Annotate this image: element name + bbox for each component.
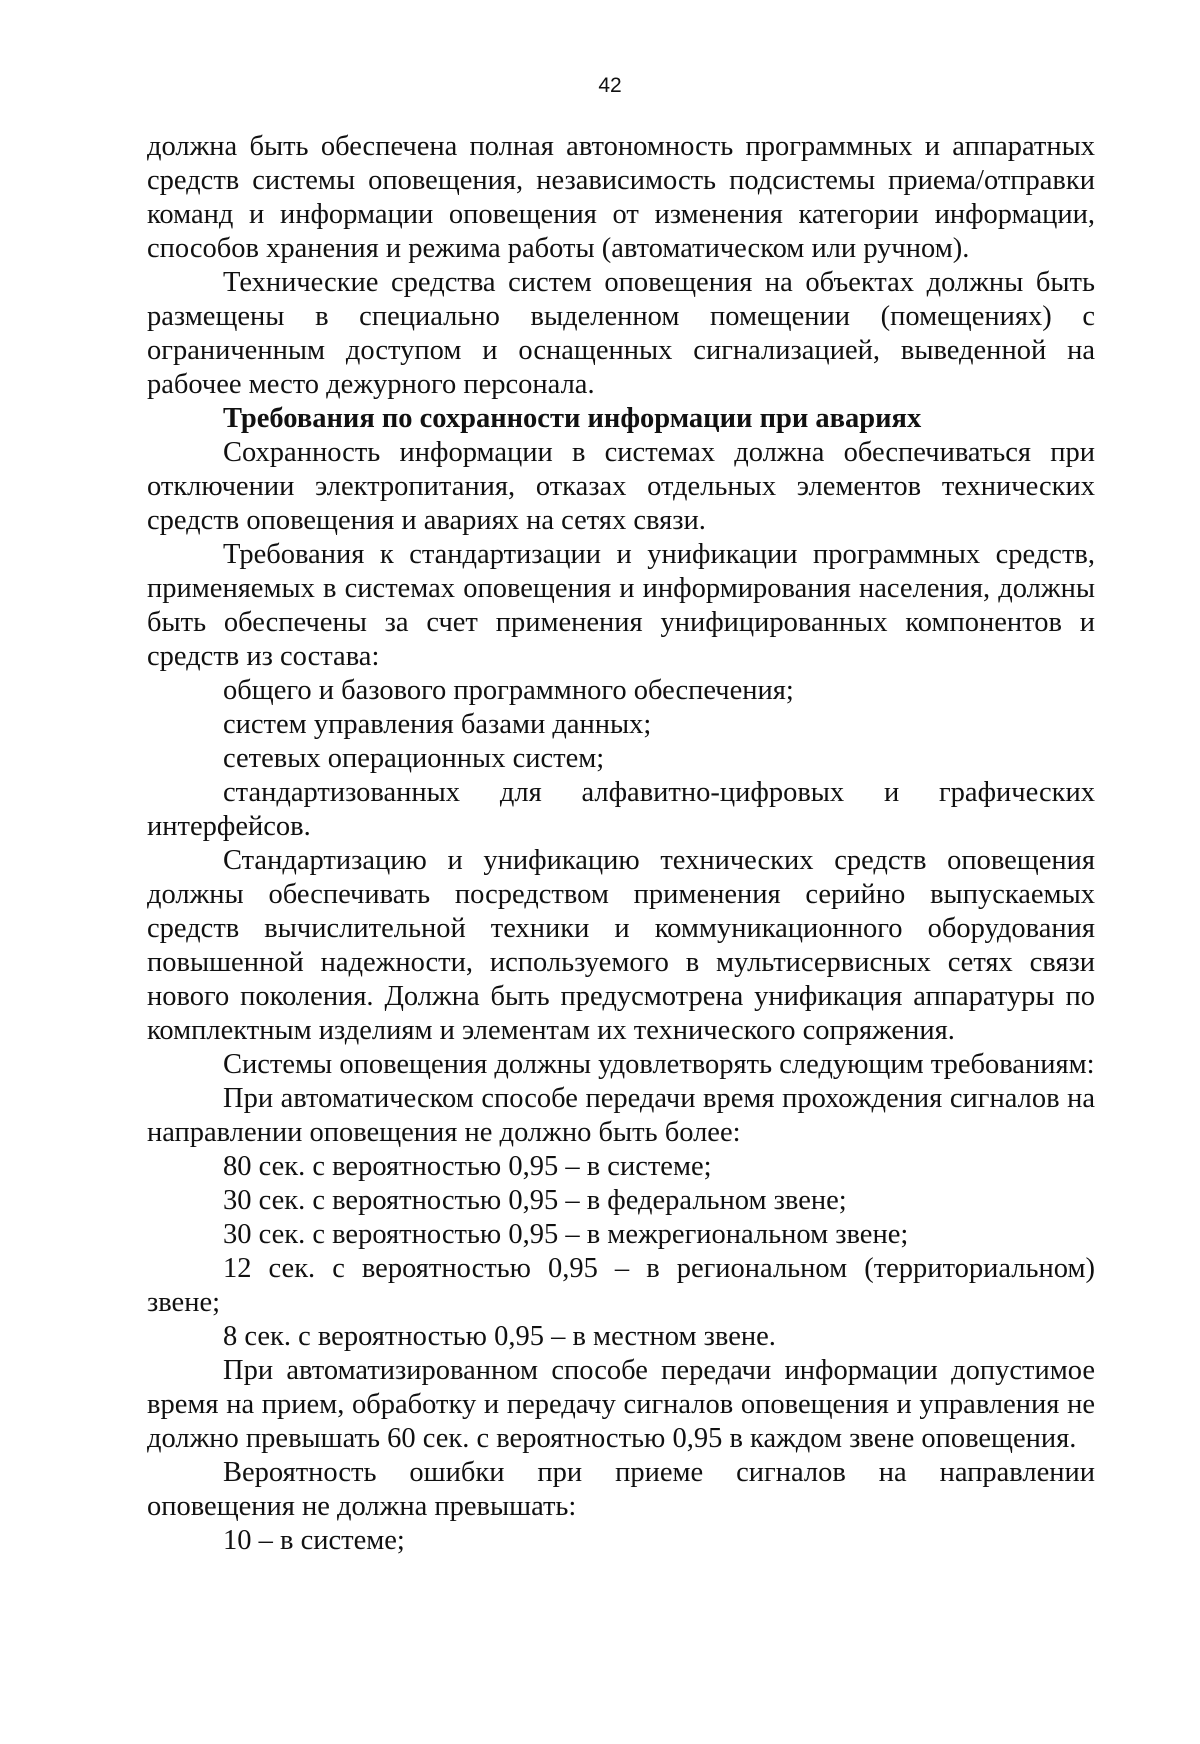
list-item: 8 сек. с вероятностью 0,95 – в местном звене. xyxy=(223,1321,776,1352)
paragraph-automatic-transmission: При автоматическом способе передачи время прохождения сигналов на направлении оповещения не должно быть более: xyxy=(147,1083,1095,1148)
list-item: 12 сек. с вероятностью 0,95 – в региональном (территориальном) звене; xyxy=(147,1253,1095,1318)
list-item: общего и базового программного обеспечения; xyxy=(223,675,794,706)
list-item: 80 сек. с вероятностью 0,95 – в системе; xyxy=(223,1151,712,1182)
paragraph-technical-means-placement: Технические средства систем оповещения на объектах должны быть размещены в специально выделенном помещении (помещениях) с ограниченным доступом и оснащенных сигнализацией, выведенной на рабочее место дежурного персонала. xyxy=(147,267,1095,400)
list-item: 30 сек. с вероятностью 0,95 – в федеральном звене; xyxy=(223,1185,847,1216)
paragraph-requirements-intro: Системы оповещения должны удовлетворять следующим требованиям: xyxy=(223,1049,1095,1080)
paragraph-data-safety: Сохранность информации в системах должна обеспечиваться при отключении электропитания, отказах отдельных элементов технических средств оповещения и авариях на сетях связи. xyxy=(147,437,1095,536)
document-body xyxy=(147,130,1095,1558)
list-item: сетевых операционных систем; xyxy=(223,743,605,774)
list-item: стандартизованных для алфавитно-цифровых и графических интерфейсов. xyxy=(147,777,1095,842)
list-item: 30 сек. с вероятностью 0,95 – в межрегиональном звене; xyxy=(223,1219,909,1250)
paragraph-automated-transmission: При автоматизированном способе передачи информации допустимое время на прием, обработку и передачу сигналов оповещения и управления не должно превышать 60 сек. с вероятностью 0,95 в каждом звене оповещения. xyxy=(147,1355,1095,1454)
paragraph-autonomy: должна быть обеспечена полная автономность программных и аппаратных средств системы оповещения, независимость подсистемы приема/отправки команд и информации оповещения от изменения категории информации, способов хранения и режима работы (автоматическом или ручном). xyxy=(147,131,1095,264)
section-heading-data-safety: Требования по сохранности информации при авариях xyxy=(223,403,922,434)
paragraph-software-standardization: Требования к стандартизации и унификации программных средств, применяемых в системах оповещения и информирования населения, должны быть обеспечены за счет применения унифицированных компонентов и средств из состава: xyxy=(147,539,1095,672)
list-item: 10 – в системе; xyxy=(223,1525,405,1556)
paragraph-error-probability: Вероятность ошибки при приеме сигналов на направлении оповещения не должна превышать: xyxy=(147,1457,1095,1522)
paragraph-hardware-standardization: Стандартизацию и унификацию технических средств оповещения должны обеспечивать посредством применения серийно выпускаемых средств вычислительной техники и коммуникационного оборудования повышенной надежности, используемого в мультисервисных сетях связи нового поколения. Должна быть предусмотрена унификация аппаратуры по комплектным изделиям и элементам их технического сопряжения. xyxy=(147,845,1095,1046)
list-item: систем управления базами данных; xyxy=(223,709,652,740)
page-number: 42 xyxy=(598,74,622,97)
